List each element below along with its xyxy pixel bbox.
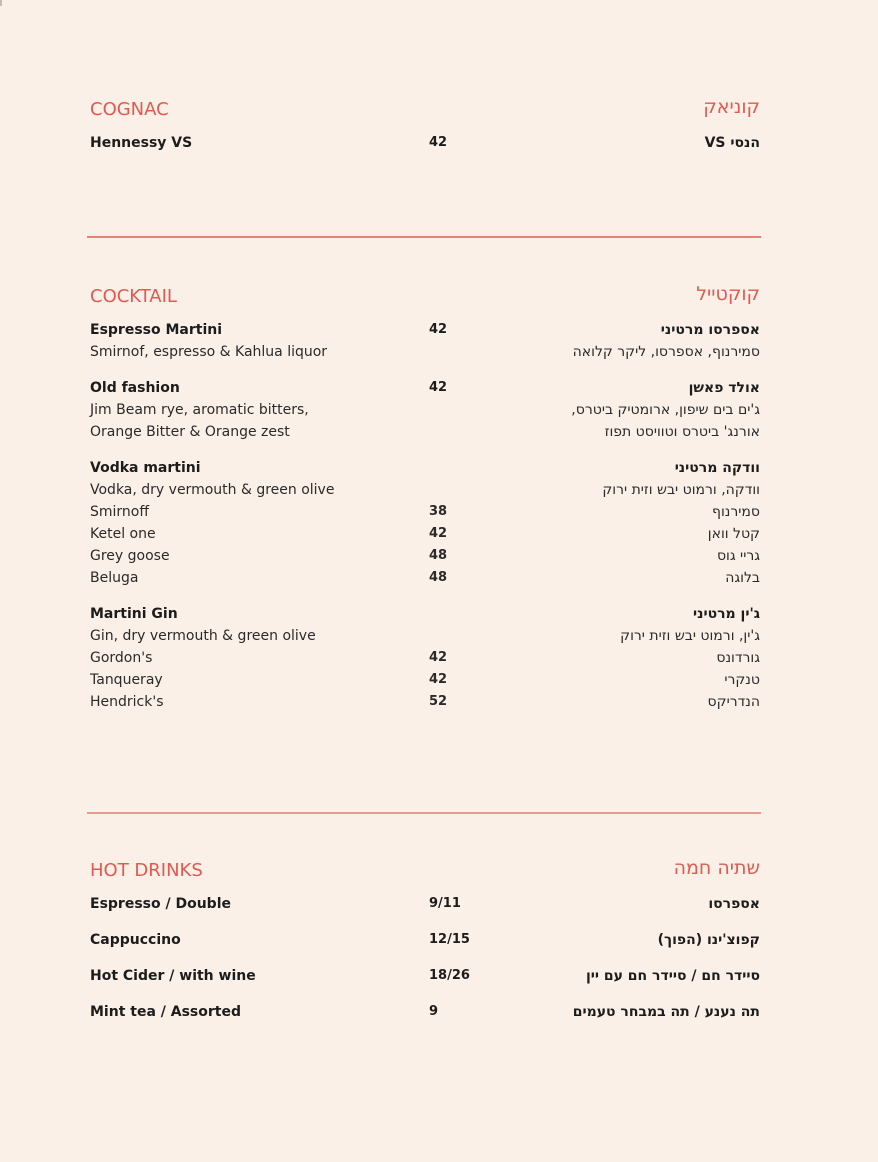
item-name-en: Vodka martini [90,460,201,476]
option-price: 52 [429,694,448,709]
item-desc-en: Orange Bitter & Orange zest [90,424,290,440]
option-price: 48 [429,570,448,585]
menu-item-martini-gin [90,603,762,625]
item-price: 9 [429,1004,439,1019]
item-name-en: Espresso Martini [90,322,223,338]
option-price: 42 [429,672,448,687]
option-name-he: בלוגה [725,570,760,586]
corner-mark [0,0,2,6]
option-price: 42 [429,650,448,665]
item-desc-he: וודקה, ורמוט יבש וזית ירוק [602,482,760,498]
item-name-en: Mint tea / Assorted [90,1004,241,1020]
item-name-en: Old fashion [90,380,180,396]
section-title-he: שתיה חמה [673,857,760,879]
item-name-he: וודקה מרטיני [674,460,760,476]
item-name-en: Martini Gin [90,606,178,622]
item-description [90,421,762,443]
section-title-en: COCKTAIL [90,286,177,307]
item-option [90,567,762,589]
item-price: 9/11 [429,896,461,911]
option-price: 48 [429,548,448,563]
item-name-he: הנסי VS [704,135,760,151]
section-header [90,857,762,883]
item-price: 12/15 [429,932,470,947]
item-description [90,399,762,421]
option-name-he: גריי גוס [716,548,760,564]
item-name-he: אספרסו מרטיני [660,322,760,338]
menu-item [90,965,762,987]
item-desc-he: סמירנוף, אספרסו, ליקר קלואה [572,344,760,360]
section-header [90,283,762,309]
section-title-en: HOT DRINKS [90,860,203,881]
section-title-he: קוניאק [703,96,760,118]
menu-item [90,1001,762,1023]
item-price: 42 [429,135,448,150]
option-price: 38 [429,504,448,519]
item-description [90,341,762,363]
option-name-en: Hendrick's [90,694,164,710]
menu-item [90,893,762,915]
option-name-en: Beluga [90,570,139,586]
item-price: 42 [429,322,448,337]
item-name-he: אספרסו [708,896,760,912]
item-desc-he: ג'ים בים שיפון, ארומטיק ביטרס, [571,402,760,418]
item-price: 42 [429,380,448,395]
item-desc-en: Jim Beam rye, aromatic bitters, [90,402,309,418]
item-option [90,545,762,567]
option-name-en: Ketel one [90,526,156,542]
item-price: 18/26 [429,968,470,983]
item-desc-en: Vodka, dry vermouth & green olive [90,482,335,498]
item-desc-he: אורנג' ביטרס וטוויסט תפוז [604,424,760,440]
item-name-en: Hennessy VS [90,135,193,151]
item-name-he: קפוצ'ינו (הפוך) [657,932,760,948]
item-name-he: תה נענע / תה במבחר טעמים [572,1004,760,1020]
option-price: 42 [429,526,448,541]
item-option [90,669,762,691]
section-divider [87,236,761,238]
item-name-en: Hot Cider / with wine [90,968,256,984]
item-desc-he: ג'ין, ורמוט יבש וזית ירוק [620,628,760,644]
section-divider [87,812,761,814]
section-header [90,96,762,122]
option-name-he: סמירנוף [711,504,760,520]
menu-item-old-fashion [90,377,762,399]
option-name-en: Gordon's [90,650,153,666]
menu-item [90,929,762,951]
option-name-en: Tanqueray [90,672,163,688]
option-name-he: קטל וואן [707,526,760,542]
item-name-he: סיידר חם / סיידר חם עם יין [585,968,760,984]
item-description [90,479,762,501]
menu-item [90,132,762,154]
item-option [90,501,762,523]
item-name-he: ג'ין מרטיני [693,606,760,622]
option-name-en: Grey goose [90,548,170,564]
option-name-he: טנקרי [724,672,760,688]
item-option [90,647,762,669]
section-title-en: COGNAC [90,99,169,120]
item-desc-en: Gin, dry vermouth & green olive [90,628,316,644]
section-title-he: קוקטייל [696,283,760,305]
menu-item-vodka-martini [90,457,762,479]
item-name-en: Espresso / Double [90,896,231,912]
option-name-he: הנדריקס [707,694,760,710]
option-name-he: גורדונס [716,650,760,666]
item-desc-en: Smirnof, espresso & Kahlua liquor [90,344,328,360]
item-option [90,523,762,545]
menu-item-espresso-martini [90,319,762,341]
item-option [90,691,762,713]
option-name-en: Smirnoff [90,504,150,520]
item-name-en: Cappuccino [90,932,181,948]
item-name-he: אולד פאשן [688,380,760,396]
item-description [90,625,762,647]
